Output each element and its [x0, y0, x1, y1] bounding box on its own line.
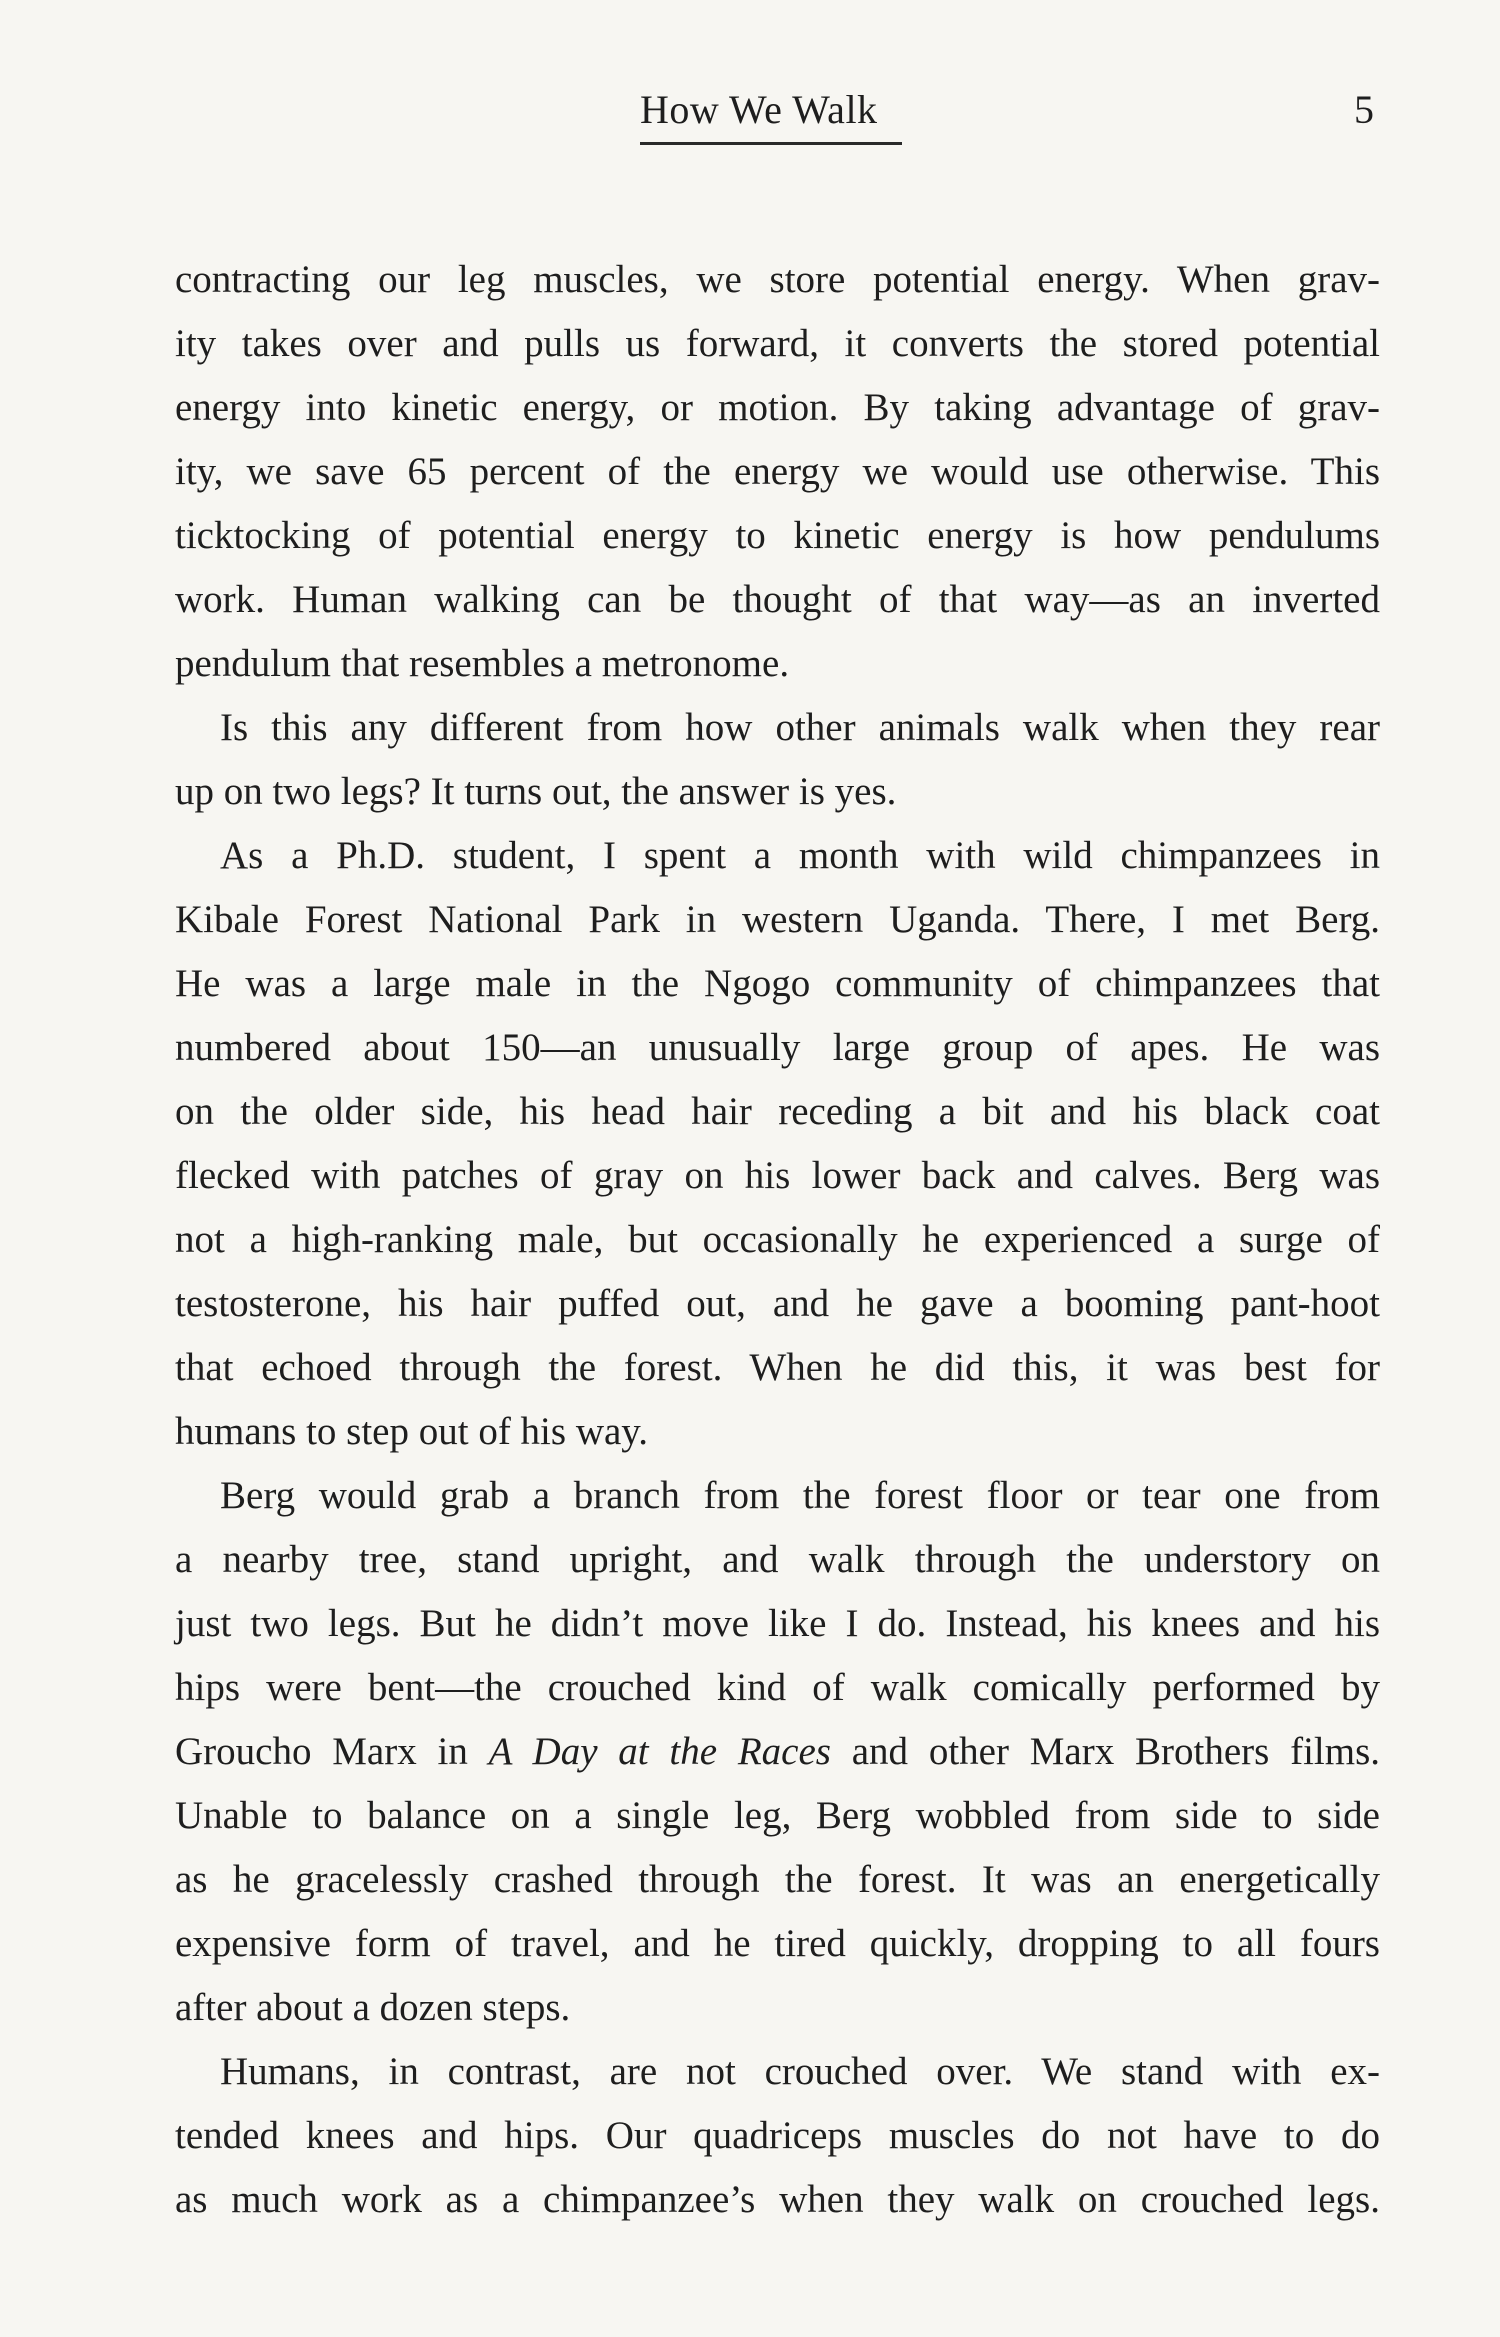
text-line: Humans, in contrast, are not crouched over. We stand with ex-	[220, 2050, 1380, 2093]
running-head-title: How We Walk	[640, 87, 878, 132]
text-line: Kibale Forest National Park in western Uganda. There, I met Berg.	[175, 898, 1380, 941]
text-line: Is this any different from how other animals walk when they rear	[220, 706, 1380, 749]
text-line: numbered about 150—an unusually large group of apes. He was	[175, 1026, 1380, 1069]
film-title: A Day at the Races	[488, 1730, 831, 1773]
text-line: as he gracelessly crashed through the forest. It was an energetically	[175, 1858, 1380, 1901]
text-line: As a Ph.D. student, I spent a month with wild chimpanzees in	[220, 834, 1380, 877]
body-text	[175, 248, 1380, 2232]
text-line: flecked with patches of gray on his lower back and calves. Berg was	[175, 1154, 1380, 1197]
text-line: energy into kinetic energy, or motion. By taking advantage of grav-	[175, 386, 1380, 429]
text-segment: Groucho Marx in	[175, 1730, 489, 1773]
text-line: ity, we save 65 percent of the energy we would use otherwise. This	[175, 450, 1380, 493]
text-line: not a high-ranking male, but occasionally he experienced a surge of	[175, 1218, 1380, 1261]
text-line: hips were bent—the crouched kind of walk comically performed by	[175, 1666, 1380, 1709]
text-line: expensive form of travel, and he tired quickly, dropping to all fours	[175, 1922, 1380, 1965]
running-head-underline	[640, 142, 902, 145]
text-line: Unable to balance on a single leg, Berg wobbled from side to side	[175, 1794, 1380, 1837]
text-line: tended knees and hips. Our quadriceps muscles do not have to do	[175, 2114, 1380, 2157]
text-line: as much work as a chimpanzee’s when they walk on crouched legs.	[175, 2178, 1380, 2221]
text-line: after about a dozen steps.	[175, 1986, 571, 2029]
text-line: ticktocking of potential energy to kinetic energy is how pendulums	[175, 514, 1380, 557]
page-number: 5	[1354, 87, 1374, 132]
text-line: pendulum that resembles a metronome.	[175, 642, 790, 685]
text-line-with-film-title	[175, 1720, 1380, 1784]
text-line: He was a large male in the Ngogo community of chimpanzees that	[175, 962, 1380, 1005]
text-line: just two legs. But he didn’t move like I do. Instead, his knees and his	[175, 1602, 1380, 1645]
text-line: Berg would grab a branch from the forest floor or tear one from	[220, 1474, 1380, 1517]
text-line: contracting our leg muscles, we store potential energy. When grav-	[175, 258, 1380, 301]
text-line: ity takes over and pulls us forward, it converts the stored potential	[175, 322, 1380, 365]
text-line: testosterone, his hair puffed out, and he gave a booming pant-hoot	[175, 1282, 1380, 1325]
text-segment: and other Marx Brothers films.	[830, 1730, 1381, 1773]
text-line: a nearby tree, stand upright, and walk through the understory on	[175, 1538, 1380, 1581]
text-line: on the older side, his head hair receding a bit and his black coat	[175, 1090, 1380, 1133]
text-line: work. Human walking can be thought of that way—as an inverted	[175, 578, 1380, 621]
text-line: that echoed through the forest. When he did this, it was best for	[175, 1346, 1380, 1389]
text-line: up on two legs? It turns out, the answer is yes.	[175, 770, 897, 813]
text-line: humans to step out of his way.	[175, 1410, 649, 1453]
